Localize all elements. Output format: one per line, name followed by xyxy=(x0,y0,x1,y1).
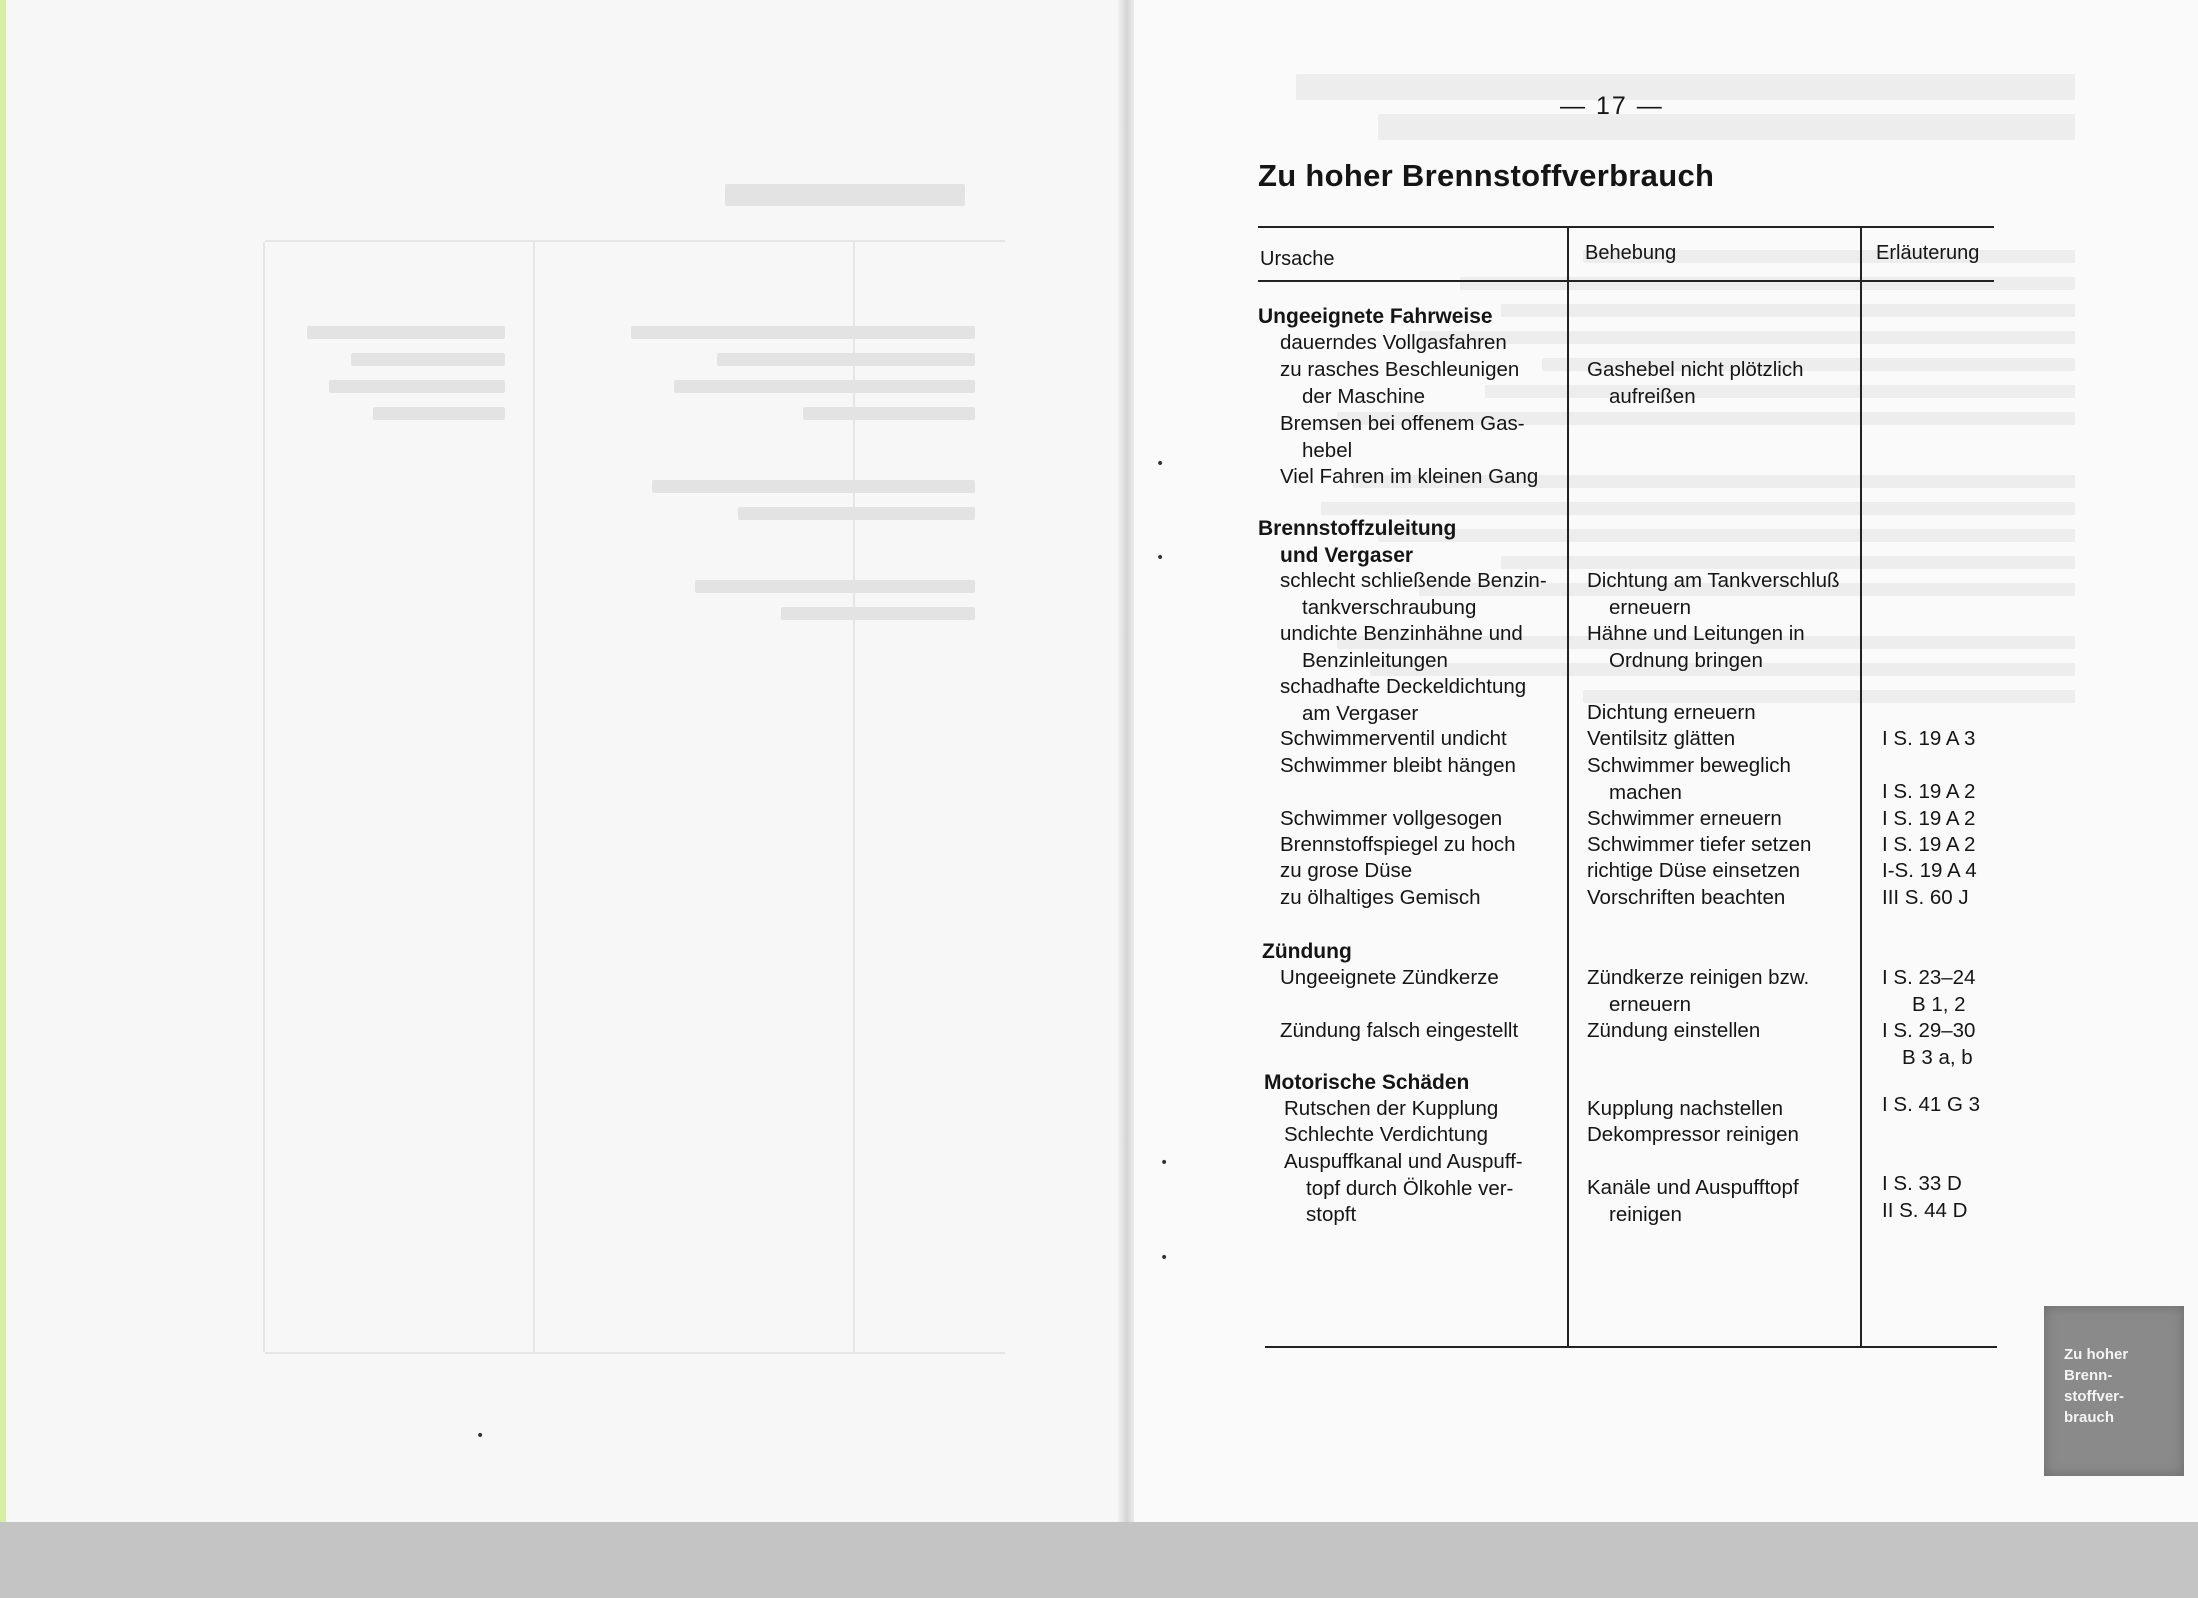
cause-cell: Ungeeignete Zündkerze xyxy=(1280,966,1499,989)
book-gutter xyxy=(1118,0,1134,1522)
cause-cell: Schlechte Verdichtung xyxy=(1284,1123,1488,1146)
column-divider-1 xyxy=(1567,228,1569,1346)
cause-cell: zu ölhaltiges Gemisch xyxy=(1280,886,1481,909)
remedy-cell xyxy=(1587,965,1809,1018)
remedy-line: aufreißen xyxy=(1609,384,1696,408)
cause-cell: Schwimmer bleibt hängen xyxy=(1280,754,1516,777)
margin-mark: • xyxy=(1156,550,1165,566)
remedy-line: machen xyxy=(1609,780,1682,804)
reference-cell: I S. 19 A 2 xyxy=(1882,833,1976,856)
remedy-cell: Schwimmer tiefer setzen xyxy=(1587,833,1812,856)
reference-line: I S. 29–30 xyxy=(1882,1019,1976,1042)
remedy-cell: richtige Düse einsetzen xyxy=(1587,859,1801,882)
remedy-cell: Dichtung erneuern xyxy=(1587,701,1756,724)
remedy-line: erneuern xyxy=(1609,595,1692,619)
cause-line: Auspuffkanal und Auspuff- xyxy=(1284,1150,1523,1173)
remedy-line: Dichtung am Tankverschluß xyxy=(1587,569,1840,592)
cause-line: tankverschraubung xyxy=(1302,595,1477,619)
reference-line: I S. 23–24 xyxy=(1882,966,1976,989)
reference-cell xyxy=(1882,965,1975,1018)
reference-line: II S. 44 D xyxy=(1882,1198,1968,1222)
section-heading-line: und Vergaser xyxy=(1280,543,1414,567)
cause-cell: Rutschen der Kupplung xyxy=(1284,1097,1499,1120)
margin-mark: • xyxy=(476,1428,485,1444)
reference-line: B 3 a, b xyxy=(1902,1045,1973,1069)
remedy-cell: Vorschriften beachten xyxy=(1587,886,1786,909)
remedy-cell: Dekompressor reinigen xyxy=(1587,1123,1799,1146)
cause-cell: Zündung falsch eingestellt xyxy=(1280,1019,1519,1042)
cause-line: zu rasches Beschleunigen xyxy=(1280,358,1520,381)
cause-line: hebel xyxy=(1302,438,1353,462)
table-header-rule xyxy=(1258,280,1994,282)
cause-line: schlecht schließende Benzin- xyxy=(1280,569,1547,592)
thumb-tab-line: brauch xyxy=(2064,1409,2115,1426)
reference-cell: I S. 41 G 3 xyxy=(1882,1093,1980,1116)
remedy-line: Gashebel nicht plötzlich xyxy=(1587,358,1804,381)
cause-cell: zu grose Düse xyxy=(1280,859,1413,882)
section-heading: Ungeeignete Fahrweise xyxy=(1258,305,1493,328)
remedy-line: Zündkerze reinigen bzw. xyxy=(1587,966,1810,989)
reference-cell: III S. 60 J xyxy=(1882,886,1969,909)
reference-cell xyxy=(1882,1171,1967,1224)
remedy-line: Kanäle und Auspufftopf xyxy=(1587,1176,1799,1199)
remedy-cell: Schwimmer erneuern xyxy=(1587,807,1782,830)
margin-mark: • xyxy=(1160,1250,1169,1266)
remedy-cell: Ventilsitz glätten xyxy=(1587,727,1736,750)
thumb-tab-line: stoffver- xyxy=(2064,1388,2125,1405)
thumb-tab-line: Zu hoher xyxy=(2064,1346,2129,1363)
reference-line: B 1, 2 xyxy=(1912,992,1966,1016)
cause-line: Bremsen bei offenem Gas- xyxy=(1280,412,1525,435)
page-number: — 17 — xyxy=(1560,92,1664,120)
section-heading: Zündung xyxy=(1262,940,1352,963)
column-divider-2 xyxy=(1860,228,1862,1346)
reference-cell: I S. 19 A 2 xyxy=(1882,780,1976,803)
cause-line: stopft xyxy=(1306,1203,1357,1226)
remedy-cell xyxy=(1587,568,1840,621)
reference-cell xyxy=(1882,1018,1975,1071)
cause-cell: Brennstoffspiegel zu hoch xyxy=(1280,833,1516,856)
header-cause: Ursache xyxy=(1260,248,1335,270)
ghost-table xyxy=(265,240,1005,1354)
margin-mark: • xyxy=(1160,1155,1169,1171)
cause-line: undichte Benzinhähne und xyxy=(1280,622,1523,645)
cause-cell: Viel Fahren im kleinen Gang xyxy=(1280,465,1539,488)
margin-mark: • xyxy=(1156,456,1165,472)
remedy-cell xyxy=(1587,621,1805,674)
table-top-rule xyxy=(1258,226,1994,228)
remedy-cell: Zündung einstellen xyxy=(1587,1019,1761,1042)
cause-cell xyxy=(1280,357,1519,410)
thumb-tab-line: Brenn- xyxy=(2064,1367,2113,1384)
remedy-line: Schwimmer beweglich xyxy=(1587,754,1791,777)
thumb-index-tab xyxy=(2044,1306,2184,1476)
remedy-line: Ordnung bringen xyxy=(1609,648,1763,672)
scanner-background xyxy=(0,1520,2198,1598)
cause-cell: Schwimmer vollgesogen xyxy=(1280,807,1503,830)
bleed-through-left xyxy=(255,90,1005,1350)
cause-cell: Schwimmerventil undicht xyxy=(1280,727,1507,750)
remedy-cell xyxy=(1587,357,1804,410)
reference-line: I S. 33 D xyxy=(1882,1172,1962,1195)
remedy-cell xyxy=(1587,753,1791,806)
cause-cell: dauerndes Vollgasfahren xyxy=(1280,331,1507,354)
ghost-heading xyxy=(725,170,965,220)
cause-line: Benzinleitungen xyxy=(1302,648,1448,672)
cause-cell xyxy=(1280,411,1525,464)
cause-cell xyxy=(1284,1149,1523,1229)
table-bottom-rule xyxy=(1265,1346,1997,1348)
remedy-cell: Kupplung nachstellen xyxy=(1587,1097,1784,1120)
header-reference: Erläuterung xyxy=(1876,242,1980,264)
page-title: Zu hoher Brennstoffverbrauch xyxy=(1258,158,1715,193)
cause-line: der Maschine xyxy=(1302,384,1426,408)
cause-cell xyxy=(1280,621,1523,674)
header-remedy: Behebung xyxy=(1585,242,1677,264)
reference-cell: I-S. 19 A 4 xyxy=(1882,859,1977,882)
cause-line: topf durch Ölkohle ver- xyxy=(1306,1176,1514,1200)
cause-line: am Vergaser xyxy=(1302,701,1419,725)
remedy-line: reinigen xyxy=(1609,1202,1682,1226)
section-heading: Motorische Schäden xyxy=(1264,1071,1470,1094)
section-heading xyxy=(1258,516,1456,569)
reference-cell: I S. 19 A 3 xyxy=(1882,727,1976,750)
remedy-cell xyxy=(1587,1175,1799,1228)
section-heading-line: Brennstoffzuleitung xyxy=(1258,517,1457,540)
remedy-line: Hähne und Leitungen in xyxy=(1587,622,1805,645)
cause-line: schadhafte Deckeldichtung xyxy=(1280,675,1527,698)
remedy-line: erneuern xyxy=(1609,992,1692,1016)
cause-cell xyxy=(1280,568,1547,621)
cause-cell xyxy=(1280,674,1526,727)
thumb-tab-label xyxy=(2064,1344,2128,1428)
reference-cell: I S. 19 A 2 xyxy=(1882,807,1976,830)
